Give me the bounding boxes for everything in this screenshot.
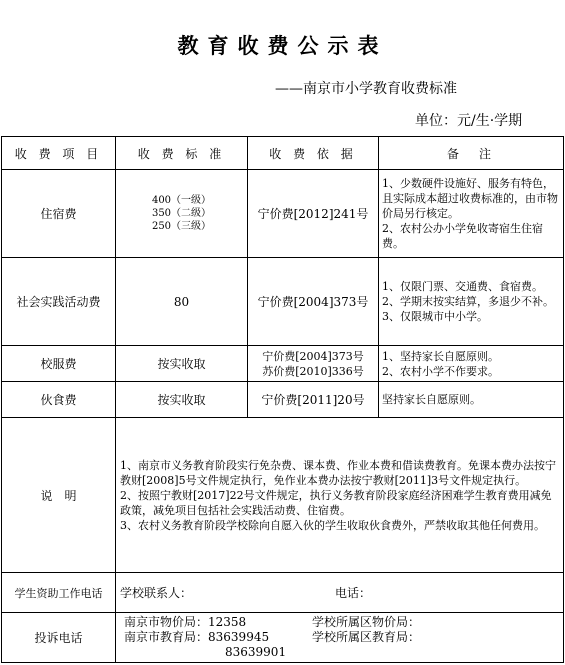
district-education-bureau-label: 学校所属区教育局： <box>312 630 421 644</box>
fee-standard <box>116 170 248 258</box>
header-basis: 收 费 依 据 <box>248 137 379 170</box>
header-item: 收 费 项 目 <box>2 137 116 170</box>
basis-line: 苏价费[2010]336号 <box>262 364 364 378</box>
price-bureau-label: 南京市物价局： <box>124 615 209 629</box>
price-bureau-phone: 12358 <box>208 615 247 629</box>
district-price-bureau-label: 学校所属区物价局： <box>312 615 421 629</box>
header-notes: 备 注 <box>379 137 564 170</box>
fee-notes <box>379 258 564 346</box>
fee-standard: 80 <box>116 258 248 346</box>
standard-level-2: 350（二级） <box>151 208 212 219</box>
header-standard: 收 费 标 准 <box>116 137 248 170</box>
standard-level-1: 400（一级） <box>151 195 212 206</box>
fee-basis: 宁价费[2011]20号 <box>248 382 379 418</box>
fee-notes <box>379 170 564 258</box>
contact-person-label: 学校联系人： <box>120 586 193 600</box>
fee-item: 校服费 <box>2 346 116 382</box>
education-bureau-phone-2: 83639901 <box>225 645 287 659</box>
note-line: 2、农村小学不作要求。 <box>382 364 499 378</box>
fee-basis <box>248 346 379 382</box>
fee-notes <box>379 346 564 382</box>
table-row <box>2 346 564 382</box>
fee-standard: 按实收取 <box>116 382 248 418</box>
explanation-item: 3、农村义务教育阶段学校除向自愿入伙的学生收取伙食费外，严禁收取其他任何费用。 <box>120 518 545 532</box>
note-line: 3、仅限城市中小学。 <box>382 310 488 323</box>
header-row <box>2 137 564 170</box>
fee-item: 伙食费 <box>2 382 116 418</box>
complaint-row <box>2 613 564 663</box>
fee-table <box>1 136 564 663</box>
table-row <box>2 382 564 418</box>
education-bureau-phone: 83639945 <box>208 630 270 644</box>
fee-standard: 按实收取 <box>116 346 248 382</box>
explanation-label: 说 明 <box>2 418 116 573</box>
complaint-label: 投诉电话 <box>2 613 116 663</box>
explanation-item: 2、按照宁教财[2017]22号文件规定，执行义务教育阶段家庭经济困难学生教育费用减免政策，减免项目包括社会实践活动费、住宿费。 <box>120 488 552 517</box>
table-row <box>2 258 564 346</box>
basis-line: 宁价费[2004]373号 <box>262 349 364 363</box>
unit-label: 单位：元/生·学期 <box>415 113 523 129</box>
note-line: 2、农村公办小学免收寄宿生住宿费。 <box>382 222 543 250</box>
fee-item: 住宿费 <box>2 170 116 258</box>
explanation-item: 1、南京市义务教育阶段实行免杂费、课本费、作业本费和借读费教育。免课本费办法按宁教财[2008]5号文件规定执行，免作业本费办法按宁教财[2011]3号文件规定执行。 <box>120 458 556 487</box>
table-row <box>2 170 564 258</box>
aid-phone-label: 学生资助工作电话 <box>2 573 116 613</box>
explanation-row <box>2 418 564 573</box>
fee-item: 社会实践活动费 <box>2 258 116 346</box>
note-line: 2、学期末按实结算，多退少不补。 <box>382 295 554 308</box>
explanation-text <box>116 418 564 573</box>
page-title: 教育收费公示表 <box>177 33 388 58</box>
fee-basis: 宁价费[2012]241号 <box>248 170 379 258</box>
note-line: 1、坚持家长自愿原则。 <box>382 349 499 363</box>
standard-level-3: 250（三级） <box>151 221 212 232</box>
note-line: 1、仅限门票、交通费、食宿费。 <box>382 280 543 293</box>
fee-basis: 宁价费[2004]373号 <box>248 258 379 346</box>
complaint-content <box>116 613 564 663</box>
education-bureau-label: 南京市教育局： <box>124 630 209 644</box>
fee-notes: 坚持家长自愿原则。 <box>379 382 564 418</box>
aid-phone-content <box>116 573 564 613</box>
note-line: 1、少数硬件设施好、服务有特色，且实际成本超过收费标准的，由市物价局另行核定。 <box>382 177 558 220</box>
contact-phone-label: 电话： <box>335 586 372 600</box>
page-subtitle: ——南京市小学教育收费标准 <box>275 81 457 97</box>
aid-phone-row <box>2 573 564 613</box>
